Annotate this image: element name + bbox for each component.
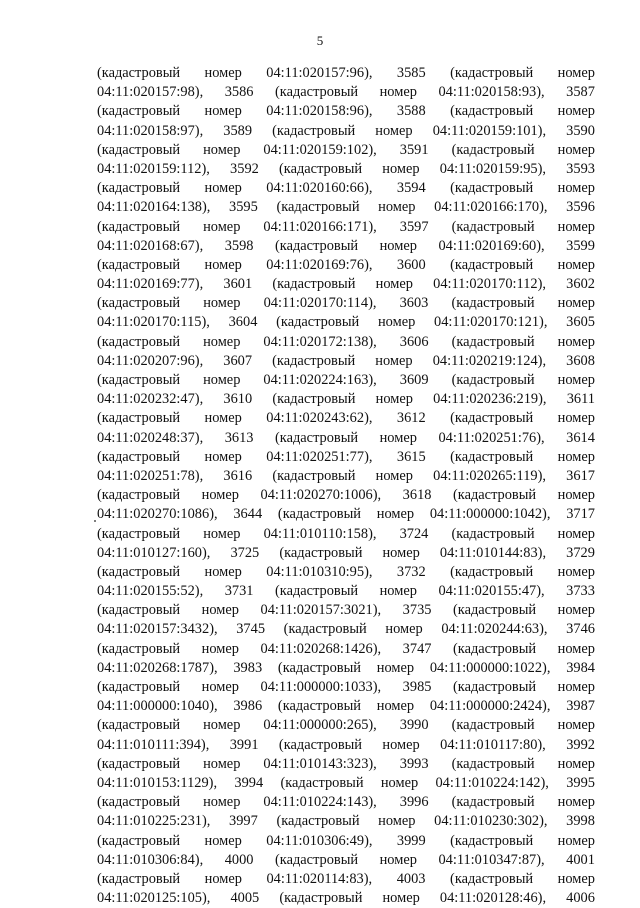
text-line: (кадастровый номер 04:11:020114:83), 4003 (кадастровый номер	[97, 870, 595, 887]
text-line: 04:11:020169:77), 3601 (кадастровый номер 04:11:020170:112), 3602	[97, 276, 595, 293]
text-line: 04:11:020164:138), 3595 (кадастровый номер 04:11:020166:170), 3596	[97, 199, 595, 216]
text-line: (кадастровый номер 04:11:020243:62), 3612 (кадастровый номер	[97, 410, 595, 427]
text-line: 04:11:020232:47), 3610 (кадастровый номер 04:11:020236:219), 3611	[97, 391, 595, 408]
text-line: 04:11:010127:160), 3725 (кадастровый номер 04:11:010144:83), 3729	[97, 544, 595, 561]
scan-speck	[94, 520, 96, 522]
text-line: 04:11:020158:97), 3589 (кадастровый номер 04:11:020159:101), 3590	[97, 122, 595, 139]
text-line: 04:11:020157:3432), 3745 (кадастровый номер 04:11:020244:63), 3746	[97, 621, 595, 638]
text-line: 04:11:000000:1040), 3986 (кадастровый номер 04:11:000000:2424), 3987	[97, 698, 595, 715]
text-line: 04:11:020155:52), 3731 (кадастровый номер 04:11:020155:47), 3733	[97, 583, 595, 600]
text-line: (кадастровый номер 04:11:020169:76), 3600 (кадастровый номер	[97, 256, 595, 273]
text-line: 04:11:010153:1129), 3994 (кадастровый номер 04:11:010224:142), 3995	[97, 774, 595, 791]
text-line: (кадастровый номер 04:11:020166:171), 3597 (кадастровый номер	[97, 218, 595, 235]
text-line: 04:11:020251:78), 3616 (кадастровый номер 04:11:020265:119), 3617	[97, 467, 595, 484]
text-line: 04:11:020159:112), 3592 (кадастровый номер 04:11:020159:95), 3593	[97, 160, 595, 177]
text-line: (кадастровый номер 04:11:000000:265), 3990 (кадастровый номер	[97, 717, 595, 734]
text-line: 04:11:020170:115), 3604 (кадастровый номер 04:11:020170:121), 3605	[97, 314, 595, 331]
text-line: 04:11:020248:37), 3613 (кадастровый номер 04:11:020251:76), 3614	[97, 429, 595, 446]
text-line: 04:11:020270:1086), 3644 (кадастровый номер 04:11:000000:1042), 3717	[97, 506, 595, 523]
text-line: (кадастровый номер 04:11:020159:102), 3591 (кадастровый номер	[97, 141, 595, 158]
text-line: (кадастровый номер 04:11:020158:96), 3588 (кадастровый номер	[97, 103, 595, 120]
text-line: (кадастровый номер 04:11:020160:66), 3594 (кадастровый номер	[97, 180, 595, 197]
page-number: 5	[316, 33, 324, 48]
text-line: (кадастровый номер 04:11:020157:3021), 3735 (кадастровый номер	[97, 602, 595, 619]
body-text	[97, 64, 595, 908]
text-line: 04:11:010225:231), 3997 (кадастровый номер 04:11:010230:302), 3998	[97, 813, 595, 830]
text-line: (кадастровый номер 04:11:010110:158), 3724 (кадастровый номер	[97, 525, 595, 542]
text-line: (кадастровый номер 04:11:010224:143), 3996 (кадастровый номер	[97, 794, 595, 811]
text-line: (кадастровый номер 04:11:020157:96), 3585 (кадастровый номер	[97, 65, 595, 81]
text-line: 04:11:020207:96), 3607 (кадастровый номер 04:11:020219:124), 3608	[97, 352, 595, 369]
text-line: (кадастровый номер 04:11:000000:1033), 3985 (кадастровый номер	[97, 679, 595, 695]
text-line: (кадастровый номер 04:11:020224:163), 3609 (кадастровый номер	[97, 372, 595, 388]
text-line: 04:11:020157:98), 3586 (кадастровый номер 04:11:020158:93), 3587	[97, 84, 595, 101]
text-line: 04:11:020125:105), 4005 (кадастровый номер 04:11:020128:46), 4006	[97, 890, 595, 907]
text-line: (кадастровый номер 04:11:020268:1426), 3747 (кадастровый номер	[97, 640, 595, 657]
text-line: (кадастровый номер 04:11:020172:138), 3606 (кадастровый номер	[97, 333, 595, 350]
text-line: 04:11:020168:67), 3598 (кадастровый номер 04:11:020169:60), 3599	[97, 237, 595, 254]
text-line: (кадастровый номер 04:11:010306:49), 3999 (кадастровый номер	[97, 832, 595, 849]
text-line: (кадастровый номер 04:11:010143:323), 3993 (кадастровый номер	[97, 755, 595, 772]
text-line: 04:11:020268:1787), 3983 (кадастровый номер 04:11:000000:1022), 3984	[97, 659, 595, 676]
text-line: 04:11:010111:394), 3991 (кадастровый номер 04:11:010117:80), 3992	[97, 736, 595, 753]
text-line: (кадастровый номер 04:11:020251:77), 3615 (кадастровый номер	[97, 448, 595, 465]
text-line: (кадастровый номер 04:11:020270:1006), 3618 (кадастровый номер	[97, 487, 595, 504]
text-line: 04:11:010306:84), 4000 (кадастровый номер 04:11:010347:87), 4001	[97, 851, 595, 868]
text-line: (кадастровый номер 04:11:010310:95), 3732 (кадастровый номер	[97, 563, 595, 580]
text-line: (кадастровый номер 04:11:020170:114), 3603 (кадастровый номер	[97, 295, 595, 312]
